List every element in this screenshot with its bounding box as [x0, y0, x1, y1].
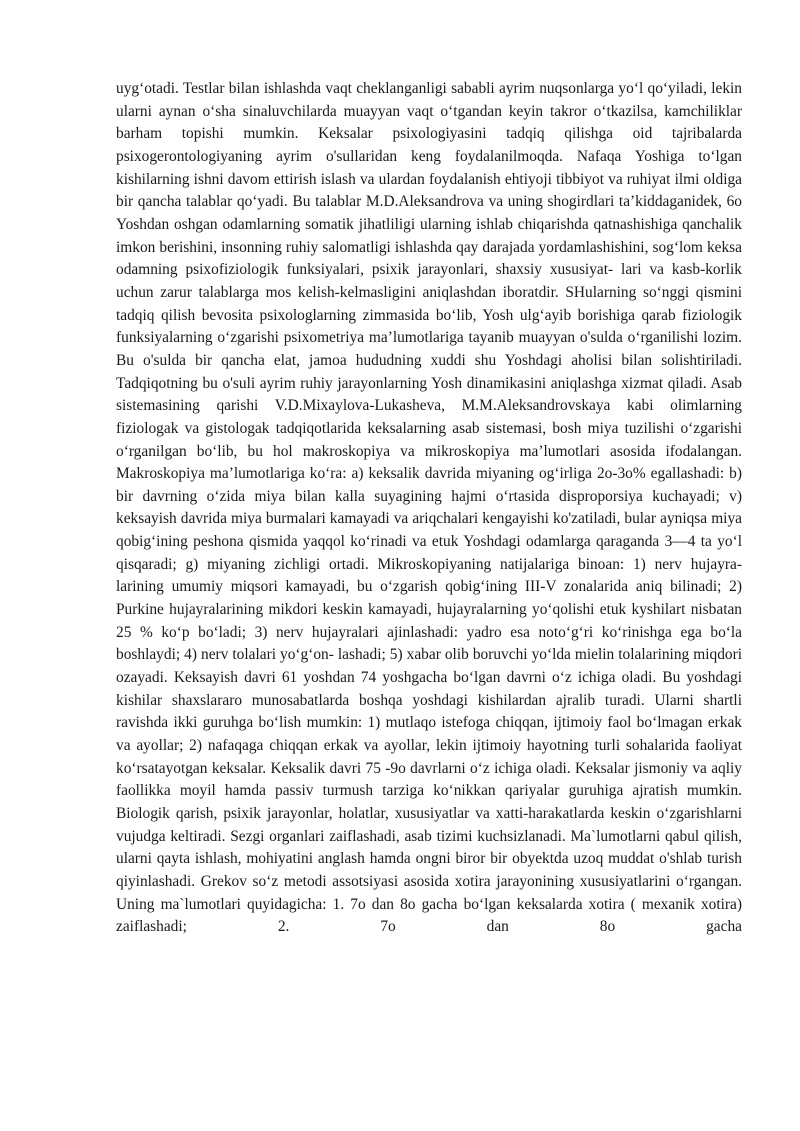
document-page: [116, 78, 742, 939]
body-paragraph: uyg‘otadi. Testlar bilan ishlashda vaqt cheklanganligi sababli ayrim nuqsonlarga yo‘l qo‘yiladi, lekin ularni aynan o‘sha sinaluvchilarda muayyan vaqt o‘tgandan keyin takror o‘tkazilsa, kamchiliklar barham topishi mumkin. Keksalar psixologiyasini tadqiq qilishga oid tajribalarda psixogerontologiyaning ayrim o'sullaridan keng foydalanilmoqda. Nafaqa Yoshiga to‘lgan kishilarning ishni davom ettirish islash va ulardan foydalanish ehtiyoji tibbiyot va ruhiyat ilmi oldiga bir qancha talablar qo‘yadi. Bu talablar M.D.Aleksandrova va uning shogirdlari ta’kiddaganidek, 6o Yoshdan oshgan odamlarning somatik jihatliligi ularning ishlab chiqarishda qatnashishiga qanchalik imkon berishini, insonning ruhiy salomatligi ishlashda qay darajada yordamlashishini, sog‘lom keksa odamning psixofiziologik funksiyalari, psixik jarayonlari, shaxsiy xususiyat- lari va kasb-korlik uchun zarur talablarga mos kelish-kelmasligini aniqlashdan iboratdir. SHularning so‘nggi qismini tadqiq qilish bevosita psixologlarning zimmasida bo‘lib, Yosh ulg‘ayib borishiga qarab fiziologik funksiyalarning o‘zgarishi psixometriya ma’lumotlariga tayanib muayyan o'sulda o‘rganilishi lozim. Bu o'sulda bir qancha elat, jamoa hududning xuddi shu Yoshdagi aholisi bilan solishtiriladi. Tadqiqotning bu o'suli ayrim ruhiy jarayonlarning Yosh dinamikasini aniqlashga xizmat qiladi. Asab sistemasining qarishi V.D.Mixaylova-Lukasheva, M.M.Aleksandrovskaya kabi olimlarning fiziologak va gistologak tadqiqotlarida keksalarning asab sistemasi, bosh miya tuzilishi o‘zgarishi o‘rganilgan bo‘lib, bu hol makroskopiya va mikroskopiya ma’lumotlari asosida ifodalangan. Makroskopiya ma’lumotlariga ko‘ra: a) keksalik davrida miyaning og‘irliga 2o-3o% egallashadi: b) bir davrning o‘zida miya bilan kalla suyagining hajmi o‘rtasida disproporsiya kuchayadi; v) keksayish davrida miya burmalari kamayadi va ariqchalari kengayishi ko'zatiladi, bular ayniqsa miya qobig‘ining peshona qismida yaqqol ko‘rinadi va etuk Yoshdagi odamlarga qaraganda 3—4 ta yo‘l qisqaradi; g) miyaning zichligi ortadi. Mikroskopiyaning natijalariga binoan: 1) nerv hujayra- larining umumiy miqsori kamayadi, bu o‘zgarish qobig‘ining III-V zonalarida aniq bilinadi; 2) Purkine hujayralarining mikdori keskin kamayadi, hujayralarning yo‘qolishi etuk kyshilart nisbatan 25 % ko‘p bo‘ladi; 3) nerv hujayralari ajinlashadi: yadro esa noto‘g‘ri ko‘rinishga ega bo‘la boshlaydi; 4) nerv tolalari yo‘g‘on- lashadi; 5) xabar olib boruvchi yo‘lda mielin tolalarining miqdori ozayadi. Keksayish davri 61 yoshdan 74 yoshgacha bo‘lgan davrni o‘z ichiga oladi. Bu yoshdagi kishilar shaxslararo munosabatlarda boshqa yoshdagi kishilardan ajralib turadi. Ularni shartli ravishda ikki guruhga bo‘lish mumkin: 1) mutlaqo istefoga chiqqan, ijtimoiy faol bo‘lmagan erkak va ayollar; 2) nafaqaga chiqqan erkak va ayollar, lekin ijtimoiy hayotning turli sohalarida faoliyat ko‘rsatayotgan keksalar. Keksalik davri 75 -9o davrlarni o‘z ichiga oladi. Keksalar jismoniy va aqliy faollikka moyil hamda passiv turmush tarziga ko‘nikkan qariyalar guruhiga ajratish mumkin. Biologik qarish, psixik jarayonlar, holatlar, xususiyatlar va xatti-harakatlarda keskin o‘zgarishlarni vujudga keltiradi. Sezgi organlari zaiflashadi, asab tizimi kuchsizlanadi. Ma`lumotlarni qabul qilish, ularni qayta ishlash, mohiyatini anglash hamda ongni biror bir obyektda uzoq muddat o'shlab turish qiyinlashadi. Grekov so‘z metodi assotsiyasi asosida xotira jarayonining xususiyatlarini o‘rgangan. Uning ma`lumotlari quyidagicha: 1. 7o dan 8o gacha bo‘lgan keksalarda xotira ( mexanik xotira) zaiflashadi; 2. 7o dan 8o gacha: [116, 80, 742, 936]
